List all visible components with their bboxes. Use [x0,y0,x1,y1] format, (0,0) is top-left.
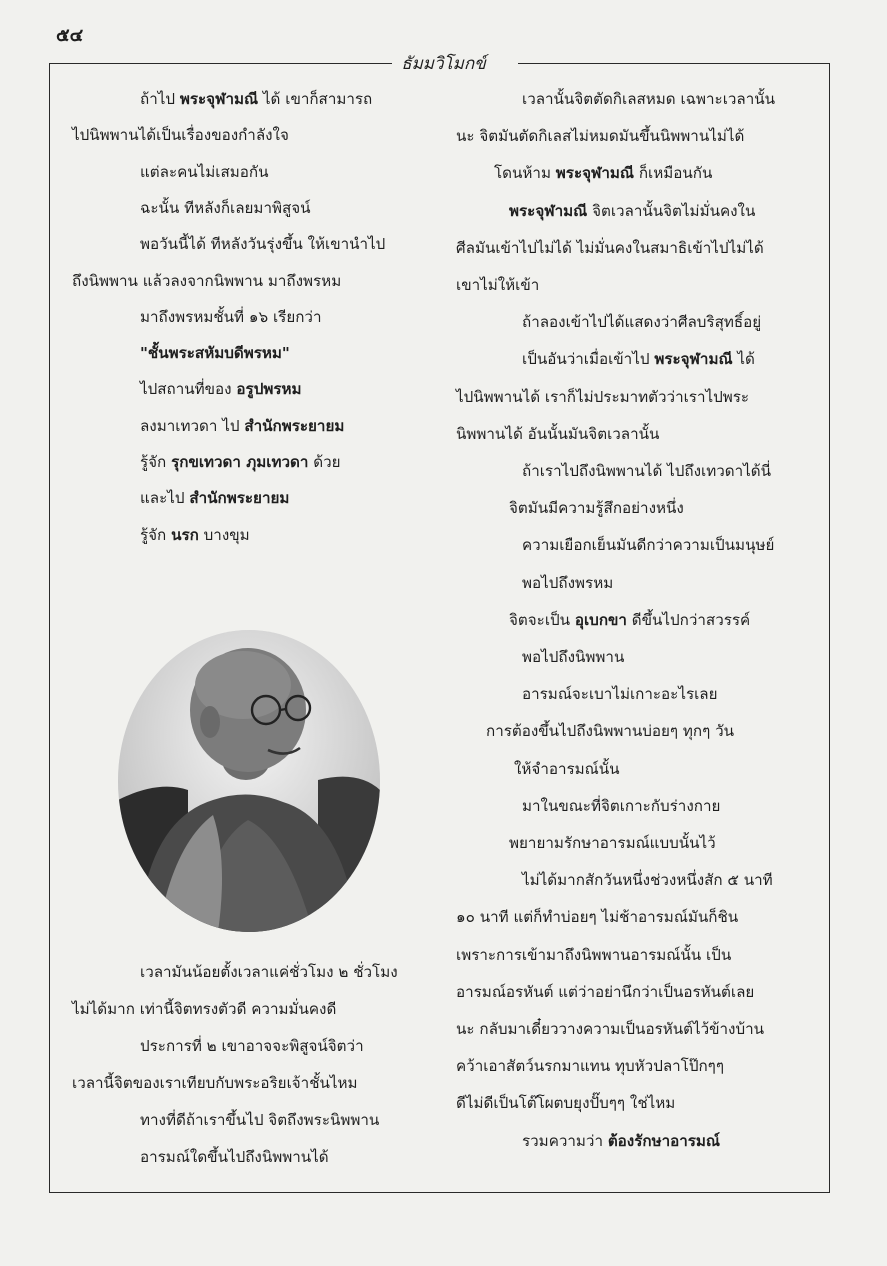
text-line [456,382,749,412]
text-span: ประการที่ ๒ เขาอาจจะพิสูจน์จิตว่า [140,1037,364,1055]
text-line [509,828,716,858]
text-line [72,120,289,150]
text-line [456,233,764,263]
text-span: ดีขึ้นไปกว่าสวรรค์ [626,610,751,629]
text-span: นะ จิตมันตัดกิเลสไม่หมดมันขึ้นนิพพานไม่ได้ [456,127,745,146]
text-span: รู้จัก [140,525,172,544]
text-line [522,344,755,374]
text-span: เป็นอันว่าเมื่อเข้าไป [522,350,655,369]
text-span: ถ้าเราไปถึงนิพพานได้ ไปถึงเทวดาได้นี่ [522,462,772,480]
text-span: อารมณ์จะเบาไม่เกาะอะไรเลย [522,685,718,704]
bold-term: อุเบกขา [574,610,627,629]
text-span: จิตเวลานั้นจิตไม่มั่นคงใน [587,201,756,220]
text-span: ได้ [732,350,755,369]
text-line [456,902,738,932]
text-line [140,193,311,223]
bold-term: "ชั้นพระสหัมบดีพรหม" [140,344,290,363]
text-span: ไม่ได้มากสักวันหนึ่งช่วงหนึ่งสัก ๕ นาที [522,871,773,890]
text-span: เพราะการเข้ามาถึงนิพพานอารมณ์นั้น เป็น [456,945,732,964]
text-line [522,456,771,486]
text-line [509,493,684,523]
text-line [486,716,734,746]
text-line [456,121,744,151]
text-line [509,605,750,635]
text-line [456,977,754,1007]
text-line [456,1088,675,1118]
text-span: ก็เหมือนกัน [634,164,713,183]
text-span: มาในขณะที่จิตเกาะกับร่างกาย [522,796,721,815]
text-line [456,1051,724,1081]
text-line [522,84,775,114]
bold-term: อรูปพรหม [236,380,302,399]
text-span: เวลามันน้อยตั้งเวลาแค่ชั่วโมง ๒ ชั่วโมง [140,963,398,981]
text-line [140,338,290,368]
text-line [494,158,712,188]
text-span: ถ้าลองเข้าไปได้แสดงว่าศีลบริสุทธิ์อยู่ [522,313,762,332]
text-span: ดีไม่ดีเป็นโต๊โผตบยุงปั๊บๆๆ ใช่ไหม [456,1094,676,1113]
text-line [72,1068,358,1098]
text-line [522,568,613,598]
text-span: ไปสถานที่ของ [140,380,237,399]
text-span: นะ กลับมาเดี๋ยววางความเป็นอรหันต์ไว้ข้างบ้าน [456,1020,765,1038]
text-line [522,530,774,560]
text-span: ด้วย [308,453,341,471]
text-line [140,447,341,477]
monk-portrait-image [118,630,380,932]
text-line [140,957,398,987]
text-span: ทางที่ดีถ้าเราขึ้นไป จิตถึงพระนิพพาน [140,1111,380,1129]
text-line [140,483,289,513]
text-span: ลงมาเทวดา ไป [140,416,245,435]
text-line [522,791,720,821]
text-span: ให้จำอารมณ์นั้น [514,759,620,778]
text-line [514,754,620,784]
text-line [456,1014,764,1044]
text-span: นิพพานได้ อันนั้นมันจิตเวลานั้น [456,424,660,443]
text-span: พยายามรักษาอารมณ์แบบนั้นไว้ [509,834,716,852]
text-line [72,994,336,1024]
text-span: คว้าเอาสัตว์นรกมาแทน ทุบหัวปลาโป๊กๆๆ [456,1057,724,1076]
text-line [140,411,344,441]
text-line [140,1105,379,1135]
text-span: ความเยือกเย็นมันดีกว่าความเป็นมนุษย์ [522,536,775,555]
bold-term: พระจุฬามณี [179,90,259,108]
text-line [456,270,539,300]
bold-term: พระจุฬามณี [509,201,588,220]
text-span: จิตจะเป็น [509,610,575,629]
running-title: ธัมมวิโมกข์ [401,54,486,74]
page-number: ๕๔ [56,25,84,46]
text-span: การต้องขึ้นไปถึงนิพพานบ่อยๆ ทุกๆ วัน [486,722,734,741]
text-line [140,157,268,187]
text-span: ศีลมันเข้าไปไม่ได้ ไม่มั่นคงในสมาธิเข้าไปไม่ได้ [456,238,764,257]
bold-term: รุกขเทวดา ภุมเทวดา [171,453,309,471]
text-span: ไม่ได้มาก เท่านี้จิตทรงตัวดี ความมั่นคงดี [72,1000,337,1018]
text-line [140,302,321,332]
bold-term: นรก [171,525,199,544]
text-span: และไป [140,489,190,508]
text-span: ๑๐ นาที แต่ก็ทำบ่อยๆ ไม่ช้าอารมณ์มันก็ชิน [456,908,739,927]
monk-portrait [118,630,380,932]
text-span: พอไปถึงพรหม [522,573,614,592]
text-span: ถึงนิพพาน แล้วลงจากนิพพาน มาถึงพรหม [72,271,342,290]
text-span: อารมณ์ใดขึ้นไปถึงนิพพานได้ [140,1148,329,1166]
text-span: ได้ เขาก็สามารถ [258,90,373,108]
text-line [140,520,250,550]
bold-term: สำนักพระยายม [189,489,290,508]
text-span: ไปนิพพานได้เป็นเรื่องของกำลังใจ [72,126,289,145]
text-span: มาถึงพรหมชั้นที่ ๑๖ เรียกว่า [140,307,322,326]
text-span: ไปนิพพานได้ เราก็ไม่ประมาทตัวว่าเราไปพระ [456,387,750,406]
text-span: รวมความว่า [522,1131,608,1150]
text-line [522,307,761,337]
text-span: พอวันนี้ได้ ทีหลังวันรุ่งขึ้น ให้เขานำไป [140,235,386,254]
bold-term: สำนักพระยายม [244,416,345,435]
text-line [140,229,385,259]
text-line [140,1031,364,1061]
text-span: ถ้าไป [140,90,180,108]
text-span: ฉะนั้น ทีหลังก็เลยมาพิสูจน์ [140,198,311,217]
text-span: เวลานี้จิตของเราเทียบกับพระอริยเจ้าชั้นไหม [72,1074,358,1092]
text-line [522,679,718,709]
text-span: โดนห้าม [494,164,556,183]
bold-term: พระจุฬามณี [555,164,635,183]
text-line [522,642,624,672]
text-span: เขาไม่ให้เข้า [456,276,540,294]
text-line [140,374,302,404]
text-line [140,84,372,114]
text-span: จิตมันมีความรู้สึกอย่างหนึ่ง [509,499,684,518]
text-line [522,865,773,895]
bold-term: พระจุฬามณี [654,350,733,369]
text-span: พอไปถึงนิพพาน [522,648,625,666]
text-line [509,196,755,226]
text-line [456,940,731,970]
text-span: อารมณ์อรหันต์ แต่ว่าอย่านึกว่าเป็นอรหันต์เลย [456,982,755,1001]
text-span: แต่ละคนไม่เสมอกัน [140,162,269,181]
text-span: บางขุม [198,525,250,544]
text-line [140,1142,329,1172]
text-span: รู้จัก [140,453,172,471]
text-span: เวลานั้นจิตตัดกิเลสหมด เฉพาะเวลานั้น [522,90,776,108]
text-line [456,419,659,449]
text-line [72,266,341,296]
bold-term: ต้องรักษาอารมณ์ [607,1131,721,1150]
text-line [522,1126,720,1156]
